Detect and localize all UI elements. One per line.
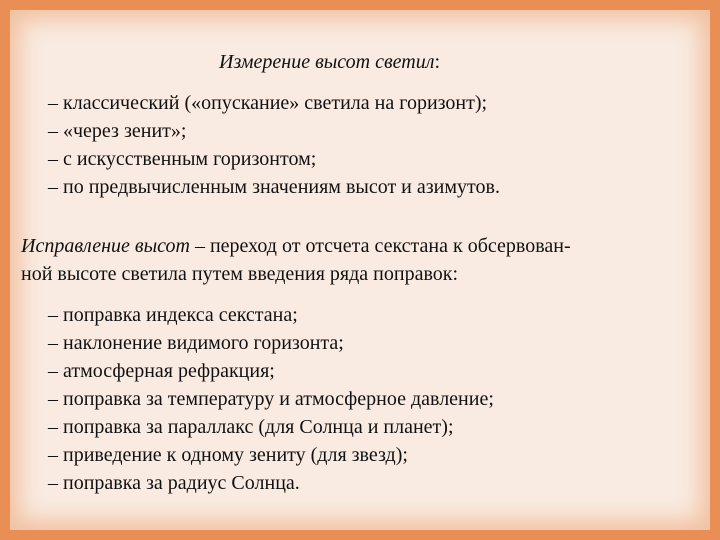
correction-item: – поправка за радиус Солнца. [48, 472, 300, 494]
correction-item: – приведение к одному зениту (для звезд); [48, 444, 408, 466]
correction-item: – наклонение видимого горизонта; [48, 332, 344, 354]
correction-item: – поправка индекса секстана; [48, 304, 298, 326]
definition-text: – переход от отсчета секстана к обсервован- [189, 235, 571, 257]
method-item: – по предвычисленным значениям высот и азимутов. [48, 176, 500, 198]
method-item: – с искусственным горизонтом; [48, 148, 317, 170]
section-heading [219, 49, 440, 75]
definition-term: Исправление высот [21, 235, 190, 257]
method-item: – «через зенит»; [48, 120, 187, 142]
method-item: – классический («опускание» светила на горизонт); [48, 92, 488, 114]
definition-line-1 [21, 233, 571, 259]
heading-title: Измерение высот светил [219, 51, 435, 73]
definition-line-2: ной высоте светила путем введения ряда поправок: [21, 263, 459, 285]
heading-colon: : [434, 51, 441, 73]
correction-item: – поправка за температуру и атмосферное давление; [48, 388, 494, 410]
correction-item: – поправка за параллакс (для Солнца и планет); [48, 416, 454, 438]
correction-item: – атмосферная рефракция; [48, 360, 275, 382]
